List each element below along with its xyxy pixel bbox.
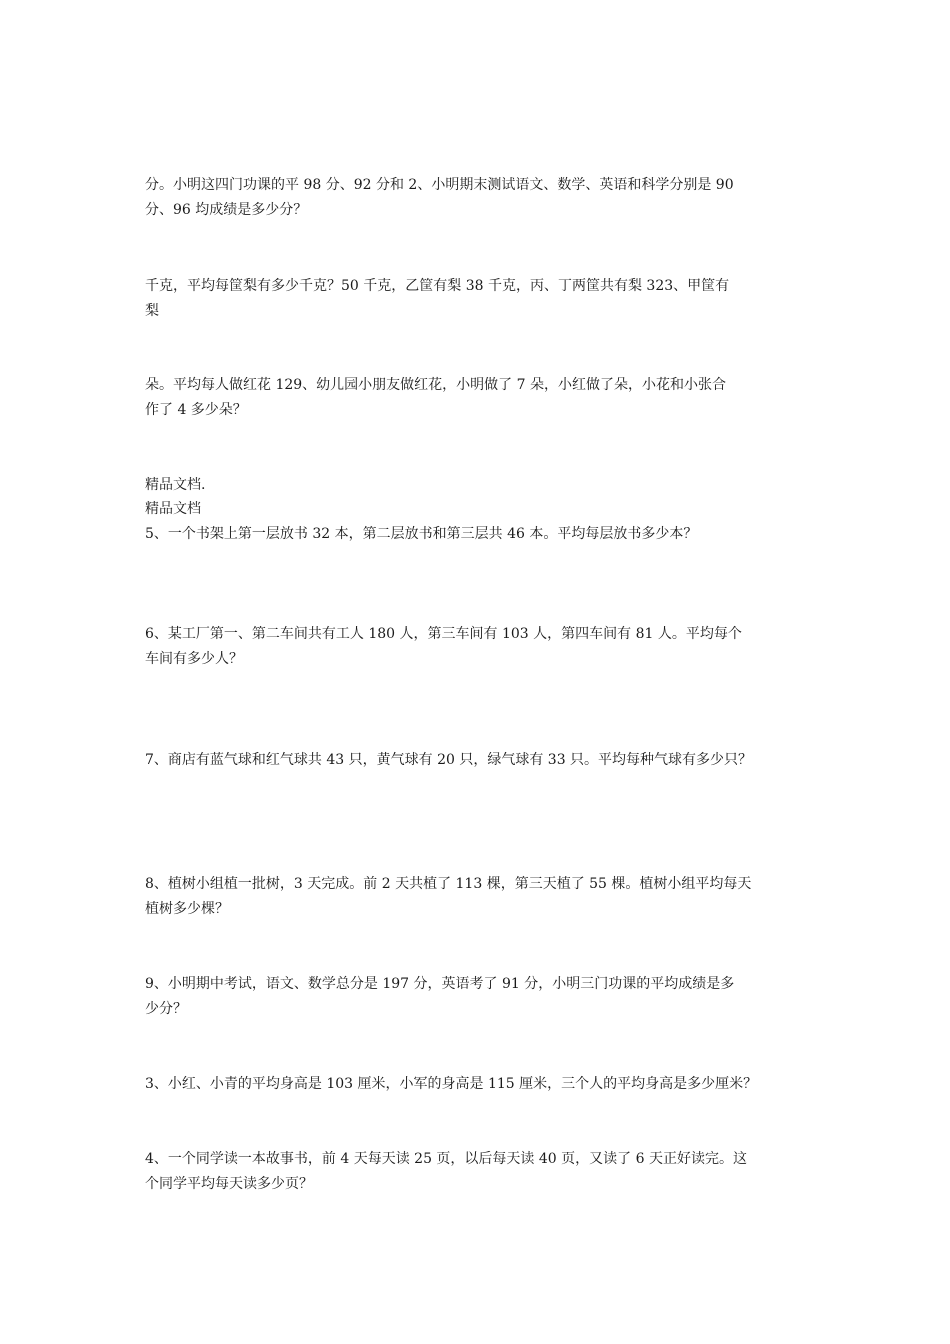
question-8: 8、植树小组植一批树，3 天完成。前 2 天共植了 113 棵，第三天植了 55 棵。植树小组平均每天 <box>145 876 752 892</box>
text-line: 少分？ <box>145 1001 187 1017</box>
text-line: 梨 <box>145 303 159 319</box>
text-line: 个同学平均每天读多少页？ <box>145 1176 313 1192</box>
question-5: 5、一个书架上第一层放书 32 本，第二层放书和第三层共 46 本。平均每层放书多少本？ <box>145 526 698 542</box>
question-7: 7、商店有蓝气球和红气球共 43 只，黄气球有 20 只，绿气球有 33 只。平均每种气球有多少只？ <box>145 752 753 768</box>
text-line: 作了 4 多少朵？ <box>145 402 247 418</box>
watermark-text: 精品文档. <box>145 477 206 493</box>
text-line: 植树多少棵？ <box>145 901 229 917</box>
question-3: 3、小红、小青的平均身高是 103 厘米，小军的身高是 115 厘米，三个人的平均身高是多少厘米？ <box>145 1076 758 1092</box>
question-9: 9、小明期中考试，语文、数学总分是 197 分，英语考了 91 分，小明三门功课的平均成绩是多 <box>145 976 735 992</box>
text-line: 千克，平均每筐梨有多少千克？50 千克，乙筐有梨 38 千克，丙、丁两筐共有梨 323、甲筐有 <box>145 278 730 294</box>
question-6: 6、某工厂第一、第二车间共有工人 180 人，第三车间有 103 人，第四车间有 81 人。平均每个 <box>145 626 742 642</box>
question-4: 4、一个同学读一本故事书，前 4 天每天读 25 页，以后每天读 40 页，又读了 6 天正好读完。这 <box>145 1151 747 1167</box>
text-line: 车间有多少人？ <box>145 651 243 667</box>
watermark-text: 精品文档 <box>145 501 201 517</box>
text-line: 朵。平均每人做红花 129、幼儿园小朋友做红花，小明做了 7 朵，小红做了朵，小花和小张合 <box>145 377 726 393</box>
text-line: 分、96 均成绩是多少分？ <box>145 202 308 218</box>
text-line: 分。小明这四门功课的平 98 分、92 分和 2、小明期末测试语文、数学、英语和科学分别是 90 <box>145 177 734 193</box>
